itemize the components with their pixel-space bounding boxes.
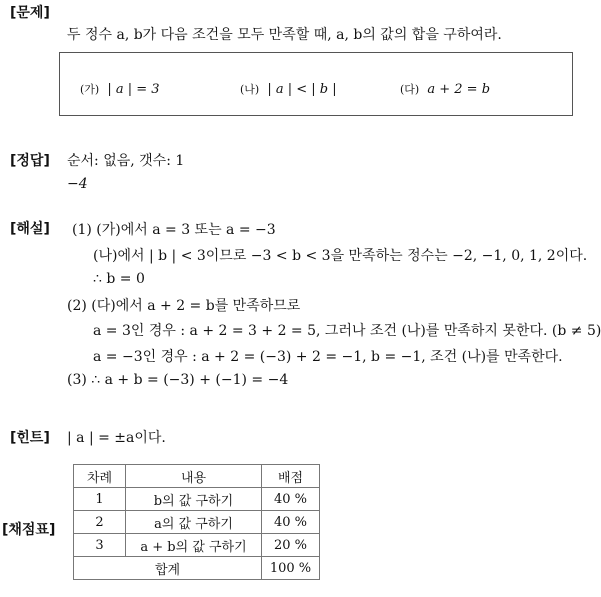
explanation-line-7: (3) ∴ a + b = (−3) + (−1) = −4 xyxy=(67,372,289,388)
answer-label: [정답] xyxy=(10,153,50,169)
row-no: 1 xyxy=(74,488,126,511)
hint-text: | a | = ±a이다. xyxy=(67,430,166,446)
explanation-line-1: (1) (가)에서 a = 3 또는 a = −3 xyxy=(72,222,276,238)
header-cell-content: 내용 xyxy=(126,465,262,488)
condition-na xyxy=(240,81,337,97)
hint-label: [힌트] xyxy=(10,430,50,446)
row-content: a의 값 구하기 xyxy=(126,511,262,534)
condition-ga xyxy=(80,81,160,97)
row-no: 2 xyxy=(74,511,126,534)
row-content: b의 값 구하기 xyxy=(126,488,262,511)
table-row xyxy=(74,534,320,557)
table-header-row xyxy=(74,465,320,488)
row-score: 20 % xyxy=(262,534,320,557)
problem-label: [문제] xyxy=(10,5,50,21)
condition-mark: (가) xyxy=(80,83,100,96)
condition-mark: (다) xyxy=(400,83,420,96)
header-cell-score: 배점 xyxy=(262,465,320,488)
condition-mark: (나) xyxy=(240,83,260,96)
conditions-box xyxy=(59,52,573,116)
total-score: 100 % xyxy=(262,557,320,580)
condition-expr: | a | = 3 xyxy=(107,82,160,97)
row-score: 40 % xyxy=(262,488,320,511)
row-content: a + b의 값 구하기 xyxy=(126,534,262,557)
problem-text: 두 정수 a, b가 다음 조건을 모두 만족할 때, a, b의 값의 합을 구하여라. xyxy=(67,27,502,43)
condition-expr: a + 2 = b xyxy=(427,82,491,97)
explanation-line-2: (나)에서 | b | < 3이므로 −3 < b < 3을 만족하는 정수는 −2, −1, 0, 1, 2이다. xyxy=(93,248,588,264)
table-total-row xyxy=(74,557,320,580)
row-score: 40 % xyxy=(262,511,320,534)
condition-expr: | a | < | b | xyxy=(267,82,337,97)
row-no: 3 xyxy=(74,534,126,557)
rubric-table xyxy=(73,464,320,580)
header-cell-no: 차례 xyxy=(74,465,126,488)
explanation-label: [해설] xyxy=(10,221,50,237)
explanation-line-6: a = −3인 경우 : a + 2 = (−3) + 2 = −1, b = −1, 조건 (나)를 만족한다. xyxy=(93,349,563,365)
condition-da xyxy=(400,81,490,97)
table-row xyxy=(74,488,320,511)
explanation-line-3: ∴ b = 0 xyxy=(93,271,145,287)
rubric-label: [채점표] xyxy=(2,522,56,538)
answer-line-1: 순서: 없음, 갯수: 1 xyxy=(67,153,185,169)
table-row xyxy=(74,511,320,534)
explanation-line-4: (2) (다)에서 a + 2 = b를 만족하므로 xyxy=(67,298,301,314)
explanation-line-5: a = 3인 경우 : a + 2 = 3 + 2 = 5, 그러나 조건 (나)를 만족하지 못한다. (b ≠ 5) xyxy=(93,323,601,339)
answer-line-2: −4 xyxy=(67,176,88,192)
total-label: 합계 xyxy=(74,557,262,580)
